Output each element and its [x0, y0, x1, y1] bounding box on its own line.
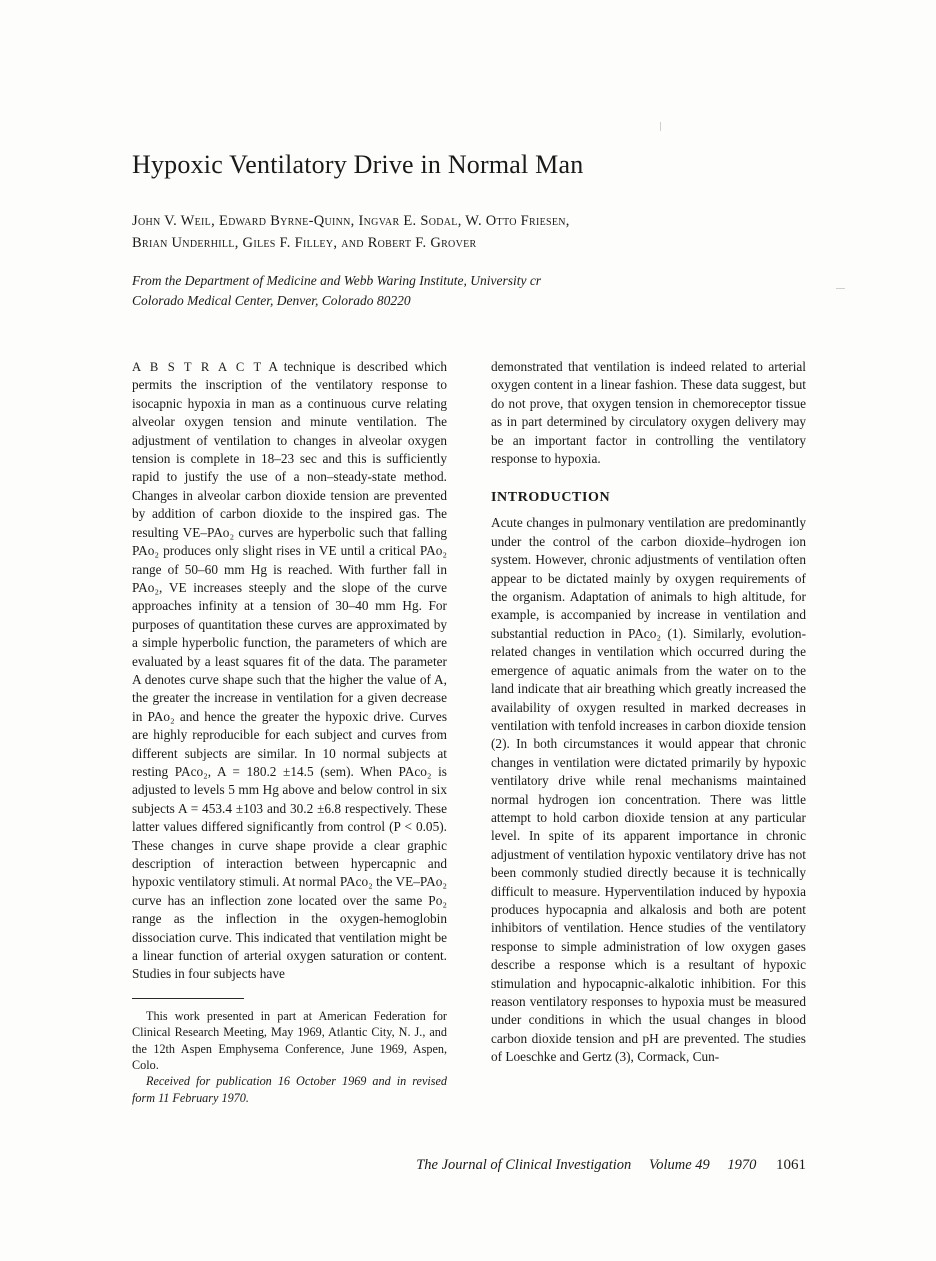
abstract-paragraph	[132, 358, 447, 984]
journal-year: 1970	[727, 1157, 757, 1173]
author-list	[132, 210, 804, 255]
body-columns	[132, 358, 806, 1148]
author-line-2: Brian Underhill, Giles F. Filley, and Robert F. Grover	[132, 235, 477, 252]
affiliation-line-1: From the Department of Medicine and Webb Waring Institute, University cr	[132, 272, 542, 288]
affiliation	[132, 271, 804, 312]
section-heading-introduction: INTRODUCTION	[491, 490, 611, 506]
introduction-paragraph: Acute changes in pulmonary ventilation are predominantly under the control of the carbon dioxide–hydrogen ion system. However, chronic adjustments of ventilation often appear to be dictated mainly by oxygen requirements of the organism. Adaptation of animals to high altitude, for example, is accompanied by increase in ventilation and substantial reduction in PAco₂ (1). Similarly, evolution-related changes in ventilation which occurred during the emergence of aquatic animals from the water on to the land indicate that air breathing which greatly increased the availability of oxygen resulted in marked decreases in ventilation with tenfold increases in carbon dioxide tension (2). In both circumstances it would appear that chronic changes in ventilation were dictated primarily by hypoxic ventilatory drive while renal mechanisms maintained normal hydrogen ion concentration. There was little attempt to hold carbon dioxide tension at any particular level. In spite of its apparent importance in chronic adjustment of ventilation hypoxic ventilatory drive has not been commonly studied directly because it is technically difficult to measure. Hyperventilation induced by hypoxia produces hypocapnia and alkalosis and both are potent inhibitors of ventilation. Hence studies of the ventilatory response to simple administration of low oxygen gases describe a response which is a resultant of hypoxic stimulation and hypocapnic-alkalotic inhibition. For this reason ventilatory responses to hypoxia must be measured under conditions in which the usual changes in blood carbon dioxide tension and pH are prevented. The studies of Loeschke and Gertz (3), Cormack, Cun-	[491, 515, 806, 1065]
abstract-text: A technique is described which permits the inscription of the ventilatory response to isocapnic hypoxia in man as a continuous curve relating alveolar oxygen tension and minute ventilation. The adjustment of ventilation to changes in alveolar oxygen tension is complete in 18–23 sec and this is sufficiently rapid to justify the use of a non–steady-state method. Changes in alveolar carbon dioxide tension are prevented by addition of carbon dioxide to the inspired gas. The resulting VE–PAo₂ curves are hyperbolic such that falling PAo₂ produces only slight rises in VE until a critical PAo₂ range of 50–60 mm Hg is reached. With further fall in PAo₂, VE increases steeply and the slope of the curve approaches infinity at a tension of 30–40 mm Hg. For purposes of quantitation these curves are approximated by a simple hyperbolic function, the parameters of which are evaluated by a least squares fit of the data. The parameter A denotes curve shape such that the higher the value of A, the greater the increase in ventilation for a given decrease in PAo₂ and hence the greater the hypoxic drive. Curves are highly reproducible for each subject and curves from different subjects are similar. In 10 normal subjects at resting PAco₂, A = 180.2 ±14.5 (sem). When PAco₂ is adjusted to levels 5 mm Hg above and below control in six subjects A = 453.4 ±103 and 30.2 ±6.8 respectively. These latter values differed significantly from control (P < 0.05). These changes in curve shape provide a clear graphic description of interaction between hypercapnic and hypoxic ventilatory stimuli. At normal PAco₂ the VE–PAo₂ curve has an inflection zone located over the same Po₂ range as the inflection in the oxygen-hemoglobin dissociation curve. This indicated that ventilation might be a linear function of arterial oxygen saturation or content. Studies in four subjects have	[132, 359, 447, 982]
column-left	[132, 358, 447, 1106]
affiliation-line-2: Colorado Medical Center, Denver, Colorado 80220	[132, 293, 411, 309]
registration-mark-right	[836, 288, 845, 289]
footnote-received: Received for publication 16 October 1969 and in revised form 11 February 1970.	[132, 1074, 447, 1105]
journal-volume: Volume 49	[648, 1157, 710, 1173]
footnote-block	[132, 1008, 447, 1106]
page-title: Hypoxic Ventilatory Drive in Normal Man	[132, 150, 584, 179]
abstract-label: A B S T R A C T	[132, 360, 263, 374]
page-number: 1061	[776, 1157, 806, 1173]
footnote-presented: This work presented in part at American Federation for Clinical Research Meeting, May 1969, Atlantic City, N. J., and the 12th Aspen Emphysema Conference, June 1969, Aspen, Colo.	[132, 1008, 447, 1072]
journal-footer	[132, 1157, 806, 1174]
abstract-continuation: demonstrated that ventilation is indeed related to arterial oxygen content in a linear fashion. These data suggest, but do not prove, that oxygen tension in chemoreceptor tissue as in part determined by circulatory oxygen delivery may be an important factor in controlling the ventilatory response to hypoxia.	[491, 359, 806, 467]
author-line-1: John V. Weil, Edward Byrne-Quinn, Ingvar E. Sodal, W. Otto Friesen,	[132, 213, 570, 229]
journal-name: The Journal of Clinical Investigation	[416, 1157, 632, 1173]
footnote-divider	[132, 998, 244, 999]
column-right	[491, 358, 806, 1067]
paper-header	[132, 150, 804, 345]
registration-mark-top	[660, 122, 661, 131]
